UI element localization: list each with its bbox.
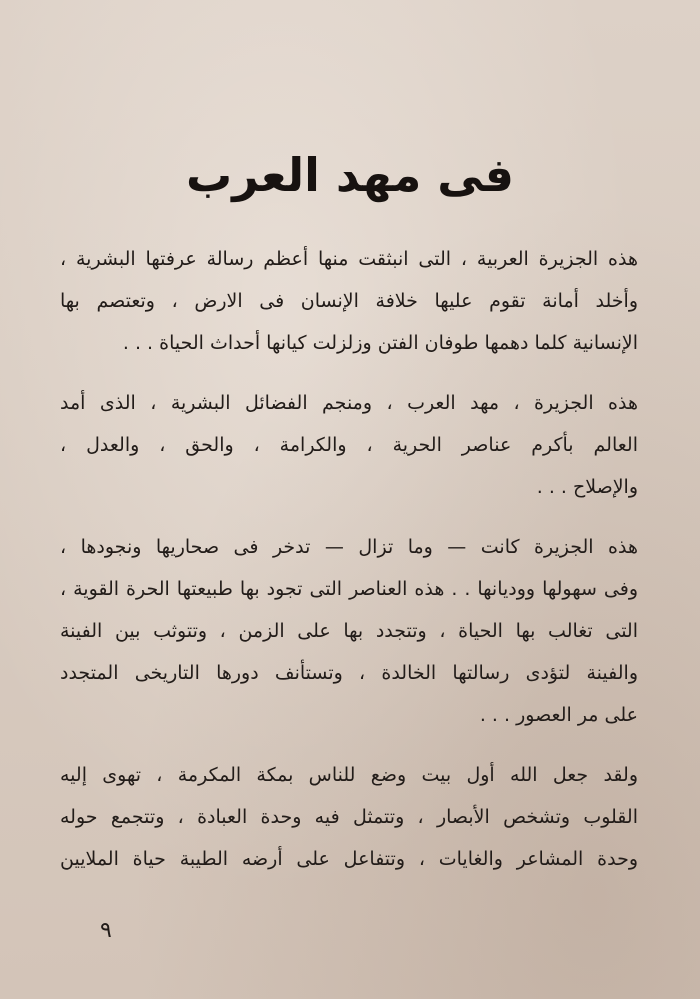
paragraph-line: وأخلد أمانة تقوم عليها خلافة الإنسان فى الارض ، وتعتصم بها — [60, 290, 638, 312]
paragraph-4 — [60, 754, 638, 880]
body-text — [60, 238, 638, 898]
paragraph-line: والفينة لتؤدى رسالتها الخالدة ، وتستأنف دورها التاريخى المتجدد — [60, 662, 638, 684]
paragraph-2 — [60, 382, 638, 508]
chapter-heading: فى مهد العرب — [186, 148, 514, 202]
paragraph-line: هذه الجزيرة ، مهد العرب ، ومنجم الفضائل البشرية ، الذى أمد — [60, 392, 638, 414]
paragraph-line: وفى سهولها ووديانها . . هذه العناصر التى تجود بها طبيعتها الحرة القوية ، — [60, 578, 638, 600]
paragraph-1 — [60, 238, 638, 364]
paragraph-line: والإصلاح . . . — [536, 476, 638, 498]
paragraph-line: ولقد جعل الله أول بيت وضع للناس بمكة المكرمة ، تهوى إليه — [60, 764, 638, 786]
paragraph-line: هذه الجزيرة العربية ، التى انبثقت منها أعظم رسالة عرفتها البشرية ، — [60, 248, 638, 270]
page-number: ٩ — [100, 918, 112, 943]
paragraph-line: التى تغالب بها الحياة ، وتتجدد بها على الزمن ، وتتوثب بين الفينة — [60, 620, 638, 642]
paragraph-line: هذه الجزيرة كانت — وما تزال — تدخر فى صحاريها ونجودها ، — [60, 536, 638, 558]
paragraph-line: على مر العصور . . . — [479, 704, 638, 726]
paragraph-line: الإنسانية كلما دهمها طوفان الفتن وزلزلت كيانها أحداث الحياة . . . — [122, 332, 638, 354]
paragraph-line: وحدة المشاعر والغايات ، وتتفاعل على أرضه الطيبة حياة الملايين — [60, 848, 638, 870]
paragraph-line: العالم بأكرم عناصر الحرية ، والكرامة ، والحق ، والعدل ، — [60, 434, 638, 456]
paragraph-line: القلوب وتشخص الأبصار ، وتتمثل فيه وحدة العبادة ، وتتجمع حوله — [60, 806, 638, 828]
paragraph-3 — [60, 526, 638, 736]
